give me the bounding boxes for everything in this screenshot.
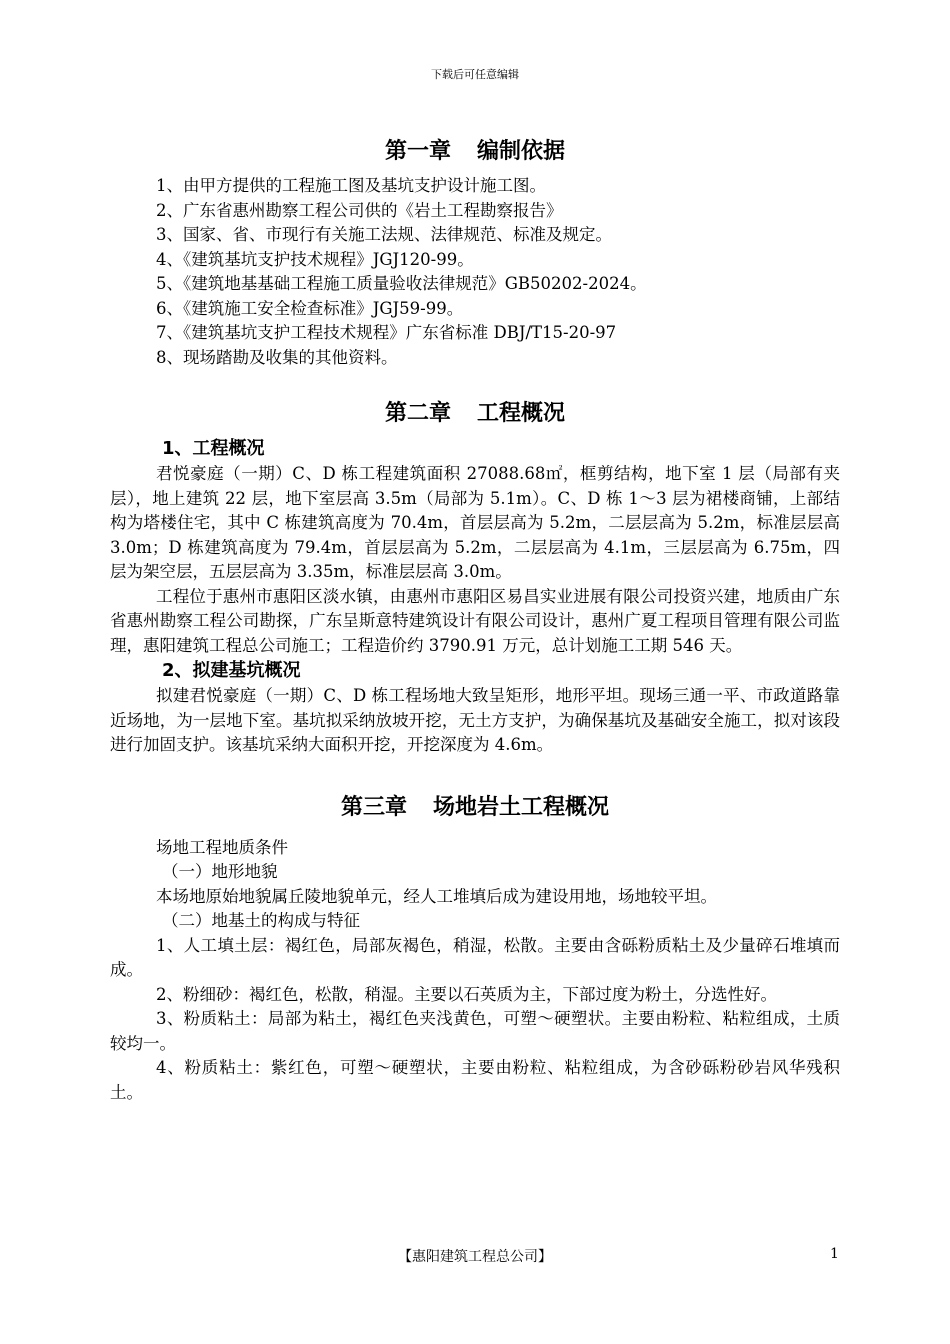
page-number: 1 (830, 1246, 839, 1262)
chapter1-text: 编制依据 (477, 139, 566, 164)
chapter3-number: 第三章 (340, 794, 407, 820)
list-item: 5、《建筑地基基础工程施工质量验收法律规范》GB50202-2024。 (156, 274, 647, 293)
footer-company: 【惠阳建筑工程总公司】 (398, 1249, 552, 1265)
chapter2-text: 工程概况 (477, 401, 566, 426)
list-item: 1、由甲方提供的工程施工图及基坑支护设计施工图。 (156, 176, 546, 195)
soil-heading: （二）地基土的构成与特征 (162, 911, 360, 930)
geology-heading: 场地工程地质条件 (156, 837, 288, 857)
list-item: 8、现场踏勘及收集的其他资料。 (156, 347, 398, 367)
terrain-heading: （一）地形地貌 (162, 862, 278, 881)
basis-list (110, 174, 840, 370)
chapter3-text: 场地岩土工程概况 (433, 794, 610, 820)
pit-overview-paragraph: 拟建君悦豪庭（一期）C、D 栋工程场地大致呈矩形，地形平坦。现场三通一平、市政道路靠近场地，为一层地下室。基坑拟采纳放坡开挖，无土方支护，为确保基坑及基础安全施工，拟对该段进行加固支护。该基坑采纳大面积开挖，开挖深度为 4.6m。 (110, 686, 840, 754)
header-note: 下载后可任意编辑 (431, 68, 519, 81)
soil-layer-2: 2、粉细砂：褐红色，松散，稍湿。主要以石英质为主，下部过度为粉土，分选性好。 (156, 984, 777, 1004)
project-location-paragraph: 工程位于惠州市惠阳区淡水镇，由惠州市惠阳区易昌实业进展有限公司投资兴建，地质由广东省惠州勘察工程公司勘探，广东呈斯意特建筑设计有限公司设计，惠州广夏工程项目管理有限公司监理，惠阳建筑工程总公司施工；工程造价约 3790.91 万元，总计划施工工期 546 天。 (110, 586, 840, 655)
project-overview-paragraph: 君悦豪庭（一期）C、D 栋工程建筑面积 27088.68㎡，框剪结构，地下室 1 层（局部有夹层），地上建筑 22 层，地下室层高 3.5m（局部为 5.1m）。C、D 栋 1～3 层为裙楼商铺，上部结构为塔楼住宅，其中 C 栋建筑高度为 70.4m，首层层高为 5.2m，二层层高为 5.2m，标准层层高 3.0m；D 栋建筑高度为 79.4m，首层层高为 5.2m，二层层高为 4.1m，三层层高为 6.75m，四层为架空层，五层层高为 3.35m，标准层层高 3.0m。 (110, 464, 840, 581)
list-item: 7、《建筑基坑支护工程技术规程》广东省标准 DBJ/T15-20-97 (156, 323, 617, 342)
soil-layer-4: 4、粉质粘土：紫红色，可塑～硬塑状，主要由粉粒、粘粒组成，为含砂砾粉砂岩风华残积土。 (110, 1058, 840, 1102)
chapter1-title (110, 130, 840, 174)
terrain-description: 本场地原始地貌属丘陵地貌单元，经人工堆填后成为建设用地，场地较平坦。 (156, 886, 717, 906)
list-item: 3、国家、省、市现行有关施工法规、法律规范、标准及规定。 (156, 225, 612, 244)
list-item: 6、《建筑施工安全检查标准》JGJ59-99。 (156, 298, 464, 318)
soil-layer-1: 1、人工填土层：褐红色，局部灰褐色，稍湿，松散。主要由含砾粉质粘土及少量碎石堆填而成。 (110, 935, 840, 979)
document-body (110, 130, 840, 1105)
section-pit-overview-title: 2、拟建基坑概况 (162, 660, 301, 681)
chapter2-title (110, 392, 840, 436)
chapter3-title (110, 786, 840, 830)
chapter1-number: 第一章 (384, 139, 451, 164)
list-item: 2、广东省惠州勘察工程公司供的《岩土工程勘察报告》 (156, 200, 563, 220)
soil-layer-3: 3、粉质粘土：局部为粘土，褐红色夹浅黄色，可塑～硬塑状。主要由粉粒、粘粒组成，土质较均一。 (110, 1009, 840, 1053)
chapter2-number: 第二章 (384, 401, 451, 426)
list-item: 4、《建筑基坑支护技术规程》JGJ120-99。 (156, 249, 474, 269)
section-project-overview-title: 1、工程概况 (162, 438, 265, 459)
